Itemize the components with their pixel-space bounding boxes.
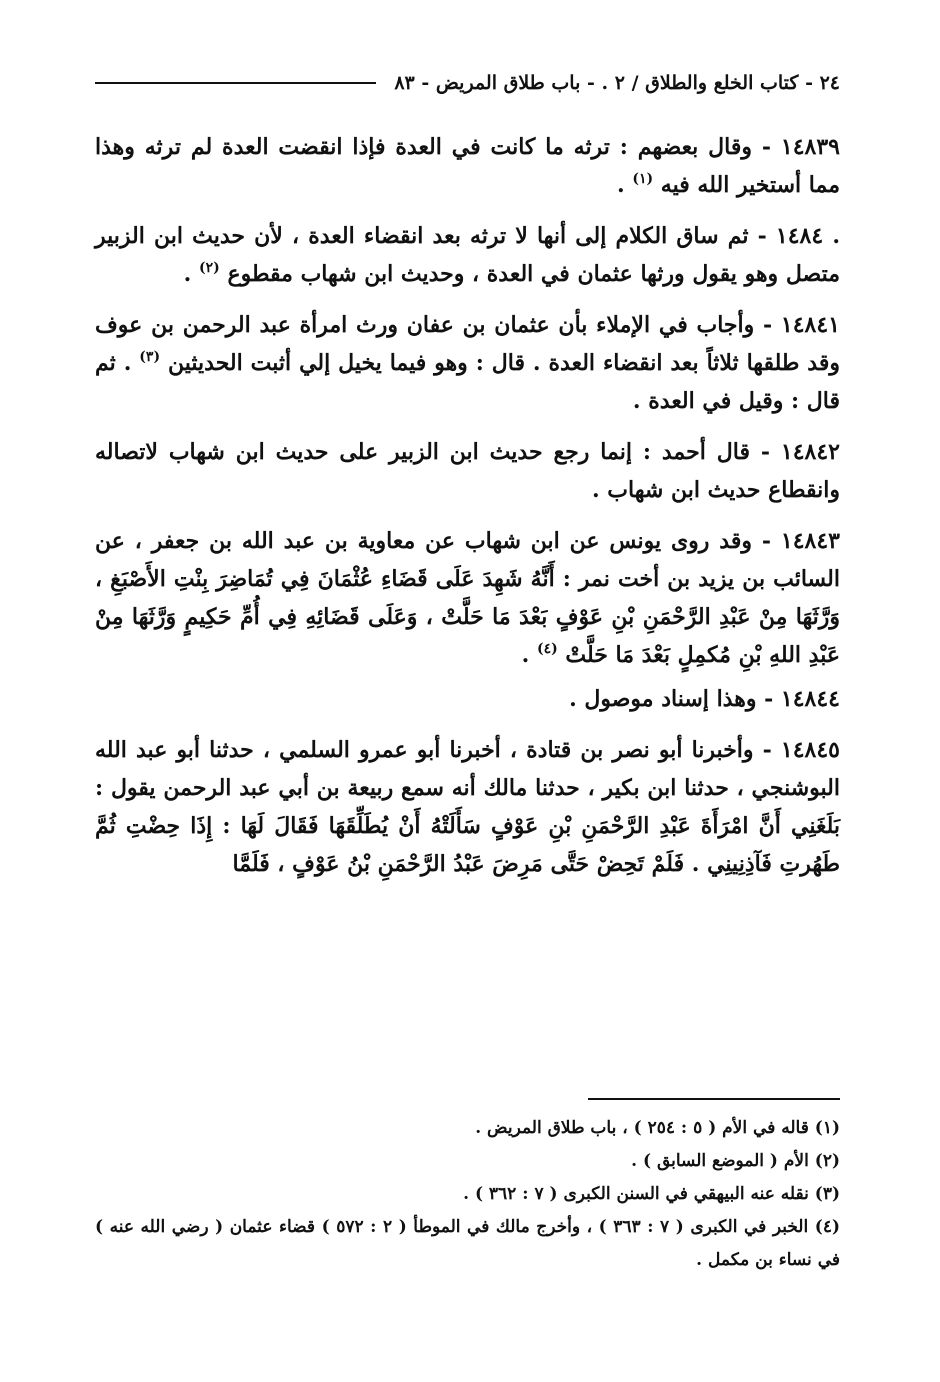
paragraph-14842: ١٤٨٤٢ - قال أحمد : إنما رجع حديث ابن الزبير على حديث ابن شهاب لاتصاله وانقطاع حديث ابن شهاب .: [95, 439, 840, 503]
paragraph-14844: ١٤٨٤٤ - وهذا إسناد موصول .: [569, 686, 840, 712]
footnotes: [95, 1112, 840, 1277]
paragraph-14840: . ١٤٨٤ - ثم ساق الكلام إلى أنها لا ترثه بعد انقضاء العدة ، لأن حديث ابن الزبير متصل وهو يقول ورثها عثمان في العدة ، وحديث ابن شهاب مقطوع $^{(٢)}$ .: [95, 223, 840, 287]
footnote-ref-4[interactable]: (٤): [536, 641, 558, 657]
paragraph-14839: ١٤٨٣٩ - وقال بعضهم : ترثه ما كانت في العدة فإذا انقضت العدة لم ترثه وهذا مما أستخير الله فيه $^{(١)}$ .: [95, 134, 840, 198]
footnote-1: (١) قاله في الأم ( ٥ : ٢٥٤ ) ، باب طلاق المريض .: [475, 1118, 840, 1138]
footnote-4: (٤) الخبر في الكبرى ( ٧ : ٣٦٣ ) ، وأخرج مالك في الموطأ ( ٢ : ٥٧٢ ) قضاء عثمان ( رضي الله عنه ) في نساء بن مكمل .: [95, 1217, 840, 1270]
footnote-ref-1[interactable]: (١): [632, 171, 654, 187]
footnote-3: (٣) نقله عنه البيهقي في السنن الكبرى ( ٧ : ٣٦٢ ) .: [463, 1184, 840, 1204]
footnote-2: (٢) الأم ( الموضع السابق ) .: [631, 1151, 840, 1171]
header-rule: [95, 82, 376, 84]
main-text: [95, 128, 840, 896]
footnote-separator: [588, 1098, 840, 1100]
running-header: [95, 72, 840, 94]
paragraph-14843: ١٤٨٤٣ - وقد روى يونس عن ابن شهاب عن معاوية بن عبد الله بن جعفر ، عن السائب بن يزيد بن أخت نمر : أَنَّهُ شَهِدَ عَلَى قَضَاءِ عُثْمَانَ فِي تُمَاضِرَ بِنْتِ الأَصْبَغِ ، وَرَّثَهَا مِنْ عَبْدِ الرَّحْمَنِ بْنِ عَوْفٍ بَعْدَ مَا حَلَّتْ ، وَعَلَى قَضَائِهِ فِي أُمِّ حَكِيمٍ وَرَّثَهَا مِنْ عَبْدِ اللهِ بْنِ مُكمِلٍ بَعْدَ مَا حَلَّتْ $^{(٤)}$ .: [95, 528, 840, 668]
running-title: ٢٤ - كتاب الخلع والطلاق / ٢ . - باب طلاق المريض - ٨٣: [394, 72, 840, 94]
footnote-ref-3[interactable]: (٣): [139, 349, 161, 365]
paragraph-14841: ١٤٨٤١ - وأجاب في الإملاء بأن عثمان بن عفان ورث امرأة عبد الرحمن بن عوف وقد طلقها ثلاثاً بعد انقضاء العدة . قال : وهو فيما يخيل إلي أثبت الحديثين $^{(٣)}$ . ثم قال : وقيل في العدة .: [95, 312, 840, 414]
paragraph-14845: ١٤٨٤٥ - وأخبرنا أبو نصر بن قتادة ، أخبرنا أبو عمرو السلمي ، حدثنا أبو عبد الله البوشنجي ، حدثنا ابن بكير ، حدثنا مالك أنه سمع ربيعة بن أبي عبد الرحمن يقول : بَلَغَنِي أَنَّ امْرَأَةَ عَبْدِ الرَّحْمَنِ بْنِ عَوْفٍ سَأَلَتْهُ أَنْ يُطَلِّقَهَا فَقَالَ لَهَا : إِذَا حِضْتِ ثُمَّ طَهُرتِ فَآذِنِينِي . فَلَمْ تَحِضْ حَتَّى مَرِضَ عَبْدُ الرَّحْمَنِ بْنُ عَوْفٍ ، فَلَمَّا: [95, 737, 840, 877]
footnote-ref-2[interactable]: (٢): [199, 260, 220, 276]
